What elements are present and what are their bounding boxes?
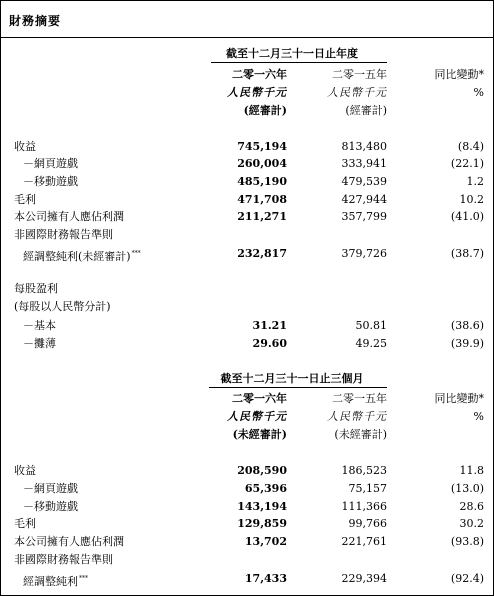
s1-row-webgame-change: (22.1)	[450, 157, 484, 170]
s2-row-adjusted-label: 經調整純利***	[23, 575, 88, 588]
s2-row-grossprofit-change: 30.2	[459, 517, 484, 530]
s2-row-mobile-change: 28.6	[459, 500, 484, 513]
s2-row-profit-owners-2016: 13,702	[244, 535, 287, 548]
eps-diluted-2015: 49.25	[355, 337, 387, 350]
s2-row-nonifrs-label: 非國際財務報告準則	[14, 553, 113, 566]
s1-col1-year: 二零一六年	[232, 68, 287, 81]
s2-period-rule	[209, 387, 387, 388]
eps-diluted-change: (39.9)	[450, 337, 484, 350]
s1-row-adjusted-2015: 379,726	[341, 247, 387, 260]
s1-row-mobile-2015: 479,539	[341, 175, 387, 188]
eps-subtitle: (每股以人民幣分計)	[14, 300, 111, 313]
s1-col1-audit: (經審計)	[243, 104, 287, 117]
footnote-marker: ***	[131, 250, 141, 257]
s2-col2-year: 二零一五年	[332, 392, 387, 405]
s1-row-profit-owners-change: (41.0)	[450, 210, 484, 223]
s2-row-profit-owners-2015: 221,761	[341, 535, 387, 548]
eps-title: 每股盈利	[14, 282, 58, 295]
s2-row-revenue-2015: 186,523	[341, 464, 387, 477]
s2-row-grossprofit-label: 毛利	[14, 517, 36, 530]
s1-row-grossprofit-change: 10.2	[459, 193, 484, 206]
s1-row-adjusted-label: 經調整純利(未經審計)***	[23, 250, 141, 263]
s1-row-profit-owners-2016: 211,271	[237, 210, 287, 223]
s2-col2-unit: 人民幣千元	[327, 410, 387, 423]
s2-row-webgame-2016: 65,396	[244, 482, 287, 495]
title-band	[1, 1, 493, 38]
s1-row-nonifrs-label: 非國際財務報告準則	[14, 228, 113, 241]
s1-row-profit-owners-2015: 357,799	[341, 210, 387, 223]
s1-row-profit-owners-label: 本公司擁有人應佔利潤	[14, 210, 124, 223]
s1-row-revenue-change: (8.4)	[457, 140, 484, 153]
s2-row-revenue-change: 11.8	[459, 464, 484, 477]
s1-col3-change: 同比變動*	[434, 68, 484, 81]
eps-diluted-label: －攤薄	[23, 337, 56, 350]
s2-col2-audit: (未經審計)	[334, 428, 387, 441]
s2-col1-year: 二零一六年	[232, 392, 287, 405]
s1-row-grossprofit-2016: 471,708	[237, 193, 287, 206]
s1-period-rule	[211, 62, 387, 63]
s1-col2-audit: (經審計)	[345, 104, 387, 117]
s2-row-webgame-change: (13.0)	[450, 482, 484, 495]
s2-col3-change: 同比變動*	[434, 392, 484, 405]
s1-col1-unit: 人民幣千元	[227, 86, 287, 99]
s1-row-webgame-2016: 260,004	[237, 157, 287, 170]
document-title: 財務摘要	[9, 14, 62, 28]
s1-row-grossprofit-label: 毛利	[14, 193, 36, 206]
s1-row-adjusted-change: (38.7)	[450, 247, 484, 260]
s2-row-revenue-label: 收益	[14, 464, 36, 477]
s1-col3-percent: %	[473, 86, 484, 99]
s2-row-webgame-2015: 75,157	[348, 482, 387, 495]
s2-row-adjusted-2016: 17,433	[244, 572, 287, 585]
s2-row-grossprofit-2016: 129,859	[237, 517, 287, 530]
s1-period-heading: 截至十二月三十一日止年度	[226, 47, 358, 60]
s2-row-adjusted-change: (92.4)	[450, 572, 484, 585]
s2-row-webgame-label: －網頁遊戲	[23, 482, 78, 495]
s2-row-mobile-2015: 111,366	[341, 500, 387, 513]
s1-row-grossprofit-2015: 427,944	[341, 193, 387, 206]
footnote-marker: ***	[79, 575, 88, 582]
eps-basic-2015: 50.81	[355, 319, 387, 332]
eps-basic-2016: 31.21	[252, 319, 287, 332]
s1-row-revenue-label: 收益	[14, 140, 36, 153]
s2-period-heading: 截至十二月三十一日止三個月	[220, 372, 364, 385]
s1-row-webgame-label: －網頁遊戲	[23, 157, 78, 170]
s1-row-mobile-change: 1.2	[466, 175, 484, 188]
s1-row-revenue-2016: 745,194	[237, 140, 287, 153]
s2-row-profit-owners-change: (93.8)	[450, 535, 484, 548]
s2-row-profit-owners-label: 本公司擁有人應佔利潤	[14, 535, 124, 548]
s1-row-revenue-2015: 813,480	[341, 140, 387, 153]
eps-diluted-2016: 29.60	[252, 337, 287, 350]
eps-basic-label: －基本	[23, 319, 56, 332]
s2-col1-audit: (未經審計)	[232, 428, 287, 441]
s2-row-mobile-2016: 143,194	[237, 500, 287, 513]
s1-row-mobile-2016: 485,190	[237, 175, 287, 188]
s2-row-grossprofit-2015: 99,766	[348, 517, 387, 530]
s1-row-webgame-2015: 333,941	[341, 157, 387, 170]
s1-col2-unit: 人民幣千元	[327, 86, 387, 99]
s2-col3-percent: %	[473, 410, 484, 423]
s2-col1-unit: 人民幣千元	[227, 410, 287, 423]
s2-row-revenue-2016: 208,590	[237, 464, 287, 477]
s1-row-adjusted-2016: 232,817	[237, 247, 287, 260]
s2-row-mobile-label: －移動遊戲	[23, 500, 78, 513]
s1-row-mobile-label: －移動遊戲	[23, 175, 78, 188]
eps-basic-change: (38.6)	[450, 319, 484, 332]
s1-col2-year: 二零一五年	[332, 68, 387, 81]
s2-row-adjusted-2015: 229,394	[341, 572, 387, 585]
